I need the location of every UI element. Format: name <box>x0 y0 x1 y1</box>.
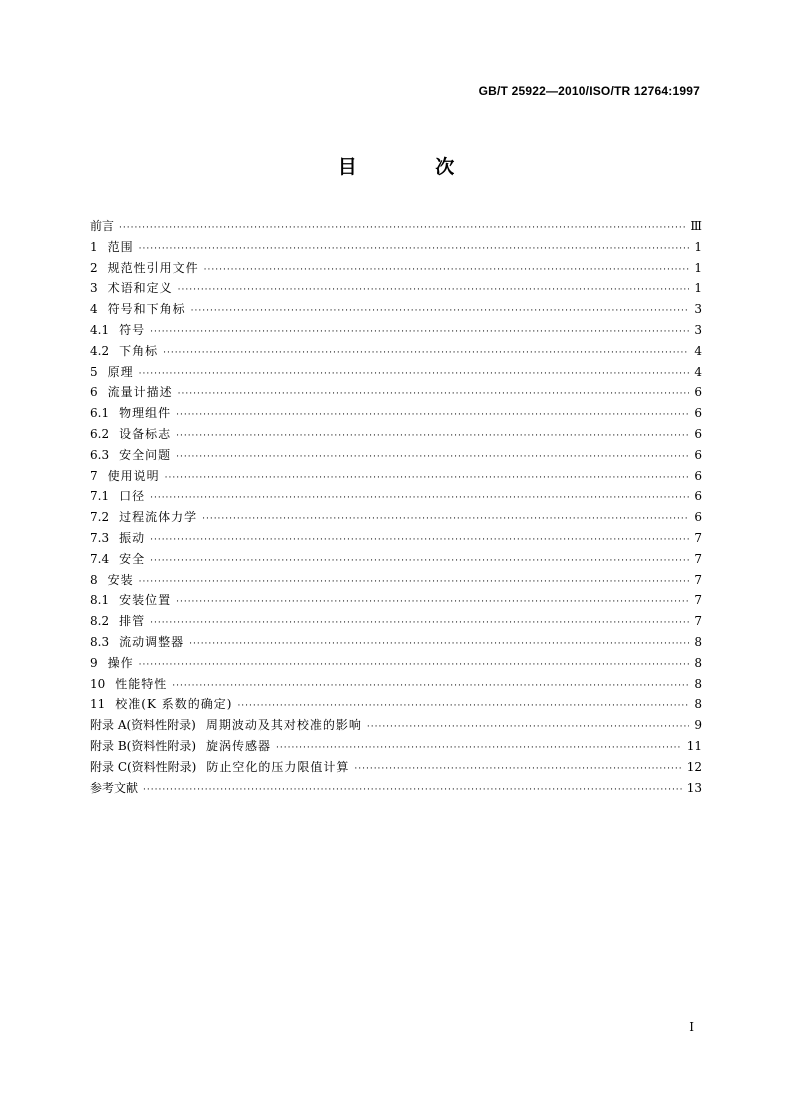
toc-entry-number: 8.2 <box>90 614 110 629</box>
dot-leader <box>150 322 689 343</box>
page-title: 目 次 <box>337 156 491 178</box>
toc-entry-title: 过程流体力学 <box>119 510 198 525</box>
toc-entry-title: 流量计描述 <box>107 385 173 400</box>
toc-entry-page: 6 <box>694 406 702 421</box>
toc-entry[interactable] <box>90 611 702 632</box>
dot-leader <box>172 676 689 697</box>
toc-entry-number: 附录 C(资料性附录) <box>90 759 197 774</box>
toc-entry-page: 13 <box>686 780 702 795</box>
toc-entry-title: 设备标志 <box>119 426 172 441</box>
toc-entry-number: 3 <box>90 281 98 296</box>
toc-entry-page: 8 <box>694 655 702 670</box>
toc-entry-number: 6.3 <box>90 447 110 462</box>
toc-entry[interactable] <box>90 362 702 383</box>
toc-entry[interactable] <box>90 694 702 715</box>
dot-leader <box>163 343 689 364</box>
toc-entry-number: 1 <box>90 239 98 254</box>
toc-entry-title: 下角标 <box>119 343 159 358</box>
dot-leader <box>150 613 689 634</box>
toc-entry[interactable] <box>90 715 702 736</box>
toc-entry-title: 术语和定义 <box>107 281 173 296</box>
toc-entry-number: 8.1 <box>90 593 110 608</box>
toc-entry[interactable] <box>90 778 702 799</box>
toc-entry[interactable] <box>90 674 702 695</box>
toc-entry-title: 安装位置 <box>119 593 172 608</box>
toc-entry-page: 6 <box>694 426 702 441</box>
toc-entry[interactable] <box>90 549 702 570</box>
dot-leader <box>176 592 689 613</box>
toc-entry-page: 6 <box>694 447 702 462</box>
dot-leader <box>139 572 689 593</box>
toc-entry-page: 1 <box>694 281 702 296</box>
toc-entry-page: 4 <box>694 343 702 358</box>
toc-entry[interactable] <box>90 382 702 403</box>
toc-entry-number: 10 <box>90 676 106 691</box>
toc-entry-number: 8.3 <box>90 634 110 649</box>
toc-entry-title: 流动调整器 <box>119 634 185 649</box>
toc-entry-number: 4.2 <box>90 343 110 358</box>
toc-entry[interactable] <box>90 424 702 445</box>
toc-entry-title: 旋涡传感器 <box>206 738 272 753</box>
dot-leader <box>176 426 689 447</box>
toc-entry-page: 6 <box>694 468 702 483</box>
toc-entry-title: 原理 <box>107 364 134 379</box>
toc-entry-number: 6 <box>90 385 98 400</box>
toc-entry-title: 符号和下角标 <box>107 302 186 317</box>
toc-entry-number: 7 <box>90 468 98 483</box>
toc-entry-page: 8 <box>694 697 702 712</box>
standard-code: GB/T 25922—2010/ISO/TR 12764:1997 <box>478 84 700 98</box>
toc-entry-number: 2 <box>90 260 98 275</box>
dot-leader <box>143 780 682 801</box>
toc-entry-page: 3 <box>694 302 702 317</box>
toc-entry-number: 前言 <box>90 219 115 233</box>
toc-entry-title: 性能特性 <box>115 676 168 691</box>
toc-entry[interactable] <box>90 299 702 320</box>
toc-entry[interactable] <box>90 528 702 549</box>
dot-leader <box>176 447 689 468</box>
toc-entry-title: 符号 <box>119 322 146 337</box>
toc-entry-number: 7.4 <box>90 551 110 566</box>
toc-entry[interactable] <box>90 403 702 424</box>
toc-entry-title: 安全 <box>119 551 146 566</box>
toc-entry-page: 3 <box>694 322 702 337</box>
toc-entry-page: 7 <box>694 551 702 566</box>
dot-leader <box>237 696 689 717</box>
toc-entry-number: 7.1 <box>90 489 110 504</box>
toc-entry-page: Ⅲ <box>690 219 702 233</box>
toc-entry-title: 安全问题 <box>119 447 172 462</box>
toc-entry-page: 6 <box>694 510 702 525</box>
dot-leader <box>139 364 689 385</box>
toc-entry-page: 8 <box>694 634 702 649</box>
toc-entry[interactable] <box>90 445 702 466</box>
dot-leader <box>165 468 689 489</box>
toc-entry[interactable] <box>90 320 702 341</box>
toc-entry-title: 使用说明 <box>107 468 160 483</box>
toc-entry[interactable] <box>90 466 702 487</box>
toc-entry-number: 9 <box>90 655 98 670</box>
toc-entry-title: 排管 <box>119 614 146 629</box>
toc-entry[interactable] <box>90 507 702 528</box>
toc-entry-number: 5 <box>90 364 98 379</box>
dot-leader <box>191 301 689 322</box>
toc-entry[interactable] <box>90 341 702 362</box>
toc-entry[interactable] <box>90 632 702 653</box>
toc-entry[interactable] <box>90 237 702 258</box>
toc-entry-title: 校准(K 系数的确定) <box>115 697 233 712</box>
toc-entry-title: 范围 <box>107 239 134 254</box>
toc-entry[interactable] <box>90 258 702 279</box>
toc-entry-page: 7 <box>694 530 702 545</box>
table-of-contents <box>90 216 702 798</box>
toc-entry-number: 11 <box>90 697 106 712</box>
toc-entry-number: 4 <box>90 302 98 317</box>
dot-leader <box>202 509 689 530</box>
toc-entry-number: 6.1 <box>90 406 110 421</box>
toc-entry-title: 周期波动及其对校准的影响 <box>205 718 362 733</box>
dot-leader <box>150 488 689 509</box>
dot-leader <box>367 717 689 738</box>
dot-leader <box>178 280 689 301</box>
toc-entry-page: 12 <box>686 759 702 774</box>
toc-entry-page: 1 <box>694 260 702 275</box>
toc-entry-title: 规范性引用文件 <box>107 260 199 275</box>
footer-page-number: I <box>689 1020 694 1034</box>
toc-entry-number: 附录 B(资料性附录) <box>90 738 196 753</box>
toc-entry-page: 7 <box>694 593 702 608</box>
toc-entry-page: 7 <box>694 572 702 587</box>
dot-leader <box>204 260 689 281</box>
toc-entry-title: 物理组件 <box>119 406 172 421</box>
dot-leader <box>150 530 689 551</box>
toc-entry-page: 6 <box>694 489 702 504</box>
dot-leader <box>139 655 689 676</box>
toc-entry[interactable] <box>90 590 702 611</box>
dot-leader <box>139 239 689 260</box>
dot-leader <box>119 218 685 239</box>
toc-entry-number: 7.2 <box>90 510 110 525</box>
toc-entry-number: 8 <box>90 572 98 587</box>
dot-leader <box>189 634 689 655</box>
toc-entry-number: 参考文献 <box>90 780 139 795</box>
toc-entry-title: 防止空化的压力限值计算 <box>206 759 350 774</box>
toc-entry-title: 安装 <box>107 572 134 587</box>
toc-entry[interactable] <box>90 486 702 507</box>
toc-entry-number: 7.3 <box>90 530 110 545</box>
toc-entry-page: 11 <box>686 738 702 753</box>
toc-entry[interactable] <box>90 653 702 674</box>
toc-entry-page: 4 <box>694 364 702 379</box>
dot-leader <box>176 405 689 426</box>
toc-entry[interactable] <box>90 757 702 778</box>
toc-entry[interactable] <box>90 278 702 299</box>
toc-entry-number: 4.1 <box>90 322 110 337</box>
toc-entry-page: 8 <box>694 676 702 691</box>
dot-leader <box>150 551 689 572</box>
toc-entry-page: 6 <box>694 385 702 400</box>
toc-entry-page: 9 <box>694 718 702 733</box>
toc-entry-number: 附录 A(资料性附录) <box>90 718 196 733</box>
toc-entry-page: 7 <box>694 614 702 629</box>
dot-leader <box>276 738 682 759</box>
dot-leader <box>178 384 689 405</box>
toc-entry-page: 1 <box>694 239 702 254</box>
toc-entry[interactable] <box>90 570 702 591</box>
toc-entry-number: 6.2 <box>90 426 110 441</box>
toc-entry-title: 口径 <box>119 489 146 504</box>
toc-entry-title: 振动 <box>119 530 146 545</box>
dot-leader <box>354 759 681 780</box>
toc-entry[interactable] <box>90 216 702 237</box>
toc-entry[interactable] <box>90 736 702 757</box>
toc-entry-title: 操作 <box>107 655 134 670</box>
